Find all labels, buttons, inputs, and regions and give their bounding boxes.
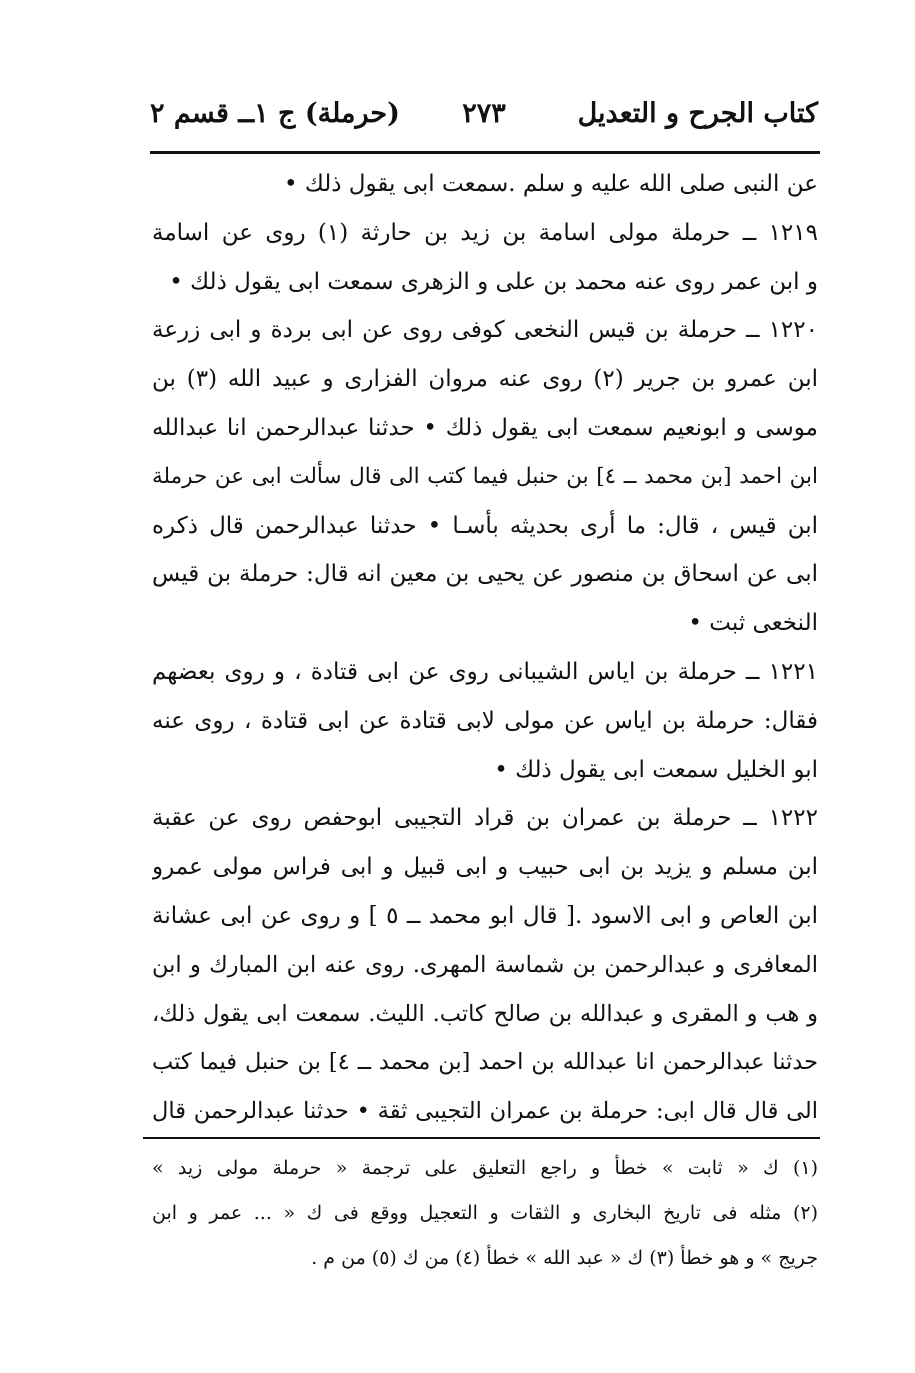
text-line: و هب و المقرى و عبدالله بن صالح كاتب. الليث. سمعت ابى يقول ذلك، [152, 1000, 818, 1027]
text-line: حدثنا عبدالرحمن انا عبدالله بن احمد [بن محمد ــ ٤] بن حنبل فيما كتب [152, 1049, 818, 1076]
entry-1219-line: ١٢١٩ ــ حرملة مولى اسامة بن زيد بن حارثة (١) روى عن اسامة [152, 219, 818, 246]
text-line: ابى عن اسحاق بن منصور عن يحيى بن معين انه قال: حرملة بن قيس [152, 561, 818, 588]
text-line: فقال: حرملة بن اياس عن مولى لابى قتادة عن ابى قتادة ، روى عنه [152, 707, 818, 734]
header-rule [150, 151, 820, 154]
text-line: ابن احمد [بن محمد ــ ٤] بن حنبل فيما كتب الى قال سألت ابى عن حرملة [152, 463, 818, 489]
footnote-line: جريج » و هو خطأ (٣) ك « عبد الله » خطأ (٤) من ك (٥) من م . [311, 1247, 818, 1269]
entry-1222-line: ١٢٢٢ ــ حرملة بن عمران بن قراد التجيبى ابوحفص روى عن عقبة [152, 805, 818, 832]
text-line: ابن قيس ، قال: ما أرى بحديثه بأسـا • حدثنا عبدالرحمن قال ذكره [152, 512, 818, 539]
book-title: كتاب الجرح و التعديل [577, 98, 818, 129]
footnote-rule [143, 1137, 820, 1139]
text-line: ابو الخليل سمعت ابى يقول ذلك • [494, 756, 818, 783]
running-header [150, 92, 818, 144]
footnotes [152, 1146, 818, 1281]
text-line: المعافرى و عبدالرحمن بن شماسة المهرى. روى عنه ابن المبارك و ابن [152, 951, 818, 978]
text-line: النخعى ثبت • [688, 610, 818, 637]
footnote-line: (١) ك « ثابت » خطأ و راجع التعليق على ترجمة « حرملة مولى زيد » [152, 1157, 818, 1179]
text-line: ابن العاص و ابى الاسود .[ قال ابو محمد ــ ٥ ] و روى عن ابى عشانة [152, 902, 818, 929]
section-label: (حرملة) ج ١ــ قسم ٢ [150, 98, 400, 129]
text-line: ابن عمرو بن جرير (٢) روى عنه مروان الفزارى و عبيد الله (٣) بن [152, 366, 818, 393]
text-line: موسى و ابونعيم سمعت ابى يقول ذلك • حدثنا عبدالرحمن انا عبدالله [152, 414, 818, 441]
footnote-line: (٢) مثله فى تاريخ البخارى و الثقات و التعجيل ووقع فى ك « ... عمر و ابن [152, 1202, 818, 1224]
entry-1221-line: ١٢٢١ ــ حرملة بن اياس الشيبانى روى عن ابى قتادة ، و روى بعضهم [152, 658, 818, 685]
entry-1220-line: ١٢٢٠ ــ حرملة بن قيس النخعى كوفى روى عن ابى بردة و ابى زرعة [152, 317, 818, 344]
text-line: عن النبى صلى الله عليه و سلم .سمعت ابى يقول ذلك • [283, 171, 818, 197]
text-line: الى قال قال ابى: حرملة بن عمران التجيبى ثقة • حدثنا عبدالرحمن قال [152, 1098, 818, 1125]
text-line: ابن مسلم و يزيد بن ابى حبيب و ابى قبيل و ابى فراس مولى عمرو [152, 854, 818, 881]
text-line: و ابن عمر روى عنه محمد بن على و الزهرى سمعت ابى يقول ذلك • [169, 268, 818, 295]
page-number: ٢٧٣ [462, 98, 506, 129]
main-text [152, 160, 818, 1136]
